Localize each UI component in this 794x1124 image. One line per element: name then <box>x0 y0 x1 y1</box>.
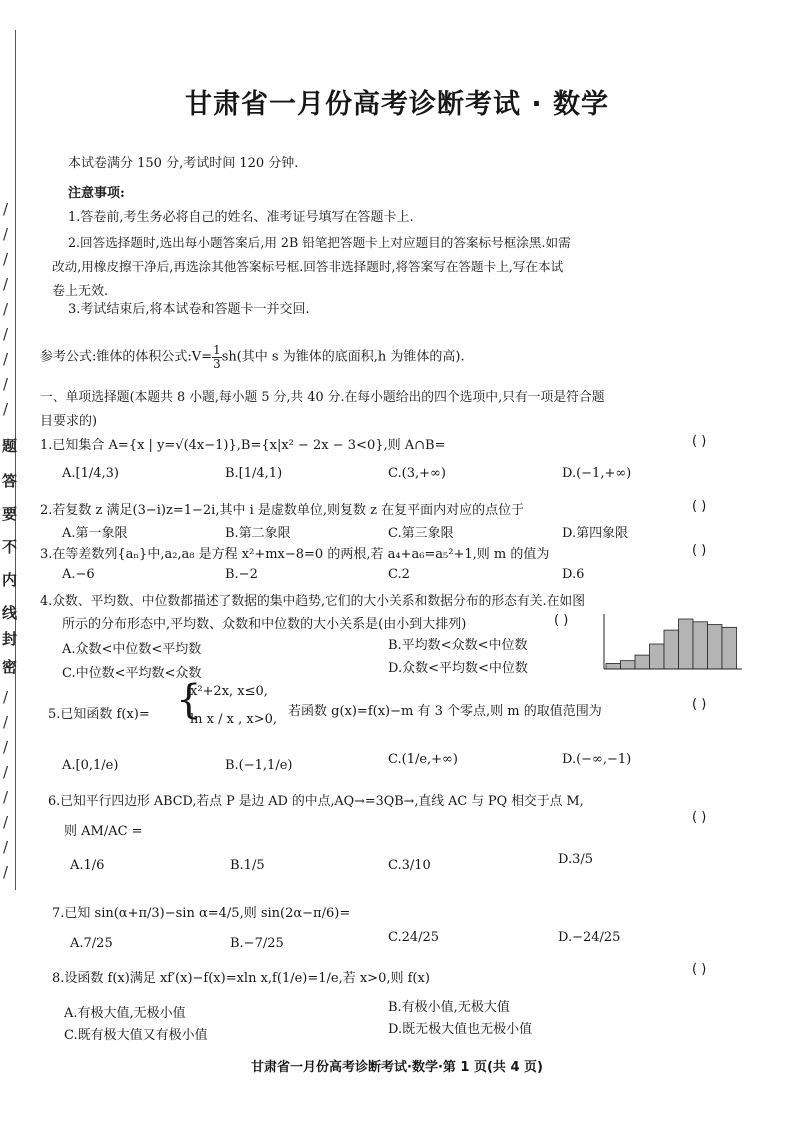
question-8-stem: 8.设函数 f(x)满足 xf′(x)−f(x)=xln x,f(1/e)=1/e,若 x>0,则 f(x) <box>52 971 430 986</box>
slash-mark: / <box>3 275 9 293</box>
q2-option-a: A.第一象限 <box>62 526 128 541</box>
formula-fraction <box>212 344 222 370</box>
question-4-stem: 4.众数、平均数、中位数都描述了数据的集中趋势,它们的大小关系和数据分布的形态有关.在如图 <box>40 594 586 609</box>
q5-option-d: D.(−∞,−1) <box>562 752 632 767</box>
q6-option-a: A.1/6 <box>70 858 105 873</box>
side-char: 内 <box>2 571 18 589</box>
histogram-bar <box>664 630 679 669</box>
slash-mark: / <box>3 400 9 418</box>
q2-option-c: C.第三象限 <box>388 526 454 541</box>
q7-option-d: D.−24/25 <box>558 930 621 945</box>
side-char: 线 <box>2 604 18 622</box>
slash-mark: / <box>3 300 9 318</box>
question-2-stem: 2.若复数 z 满足(3−i)z=1−2i,其中 i 是虚数单位,则复数 z 在复平面内对应的点位于 <box>40 503 525 518</box>
note-line: 卷上无效. <box>52 284 109 299</box>
q1-option-b: B.[1/4,1) <box>225 466 283 481</box>
answer-paren: ( ) <box>692 697 707 712</box>
slash-mark: / <box>3 838 9 856</box>
slash-mark: / <box>3 225 9 243</box>
slash-mark: / <box>3 350 9 368</box>
q5-case-2: ln x / x , x>0, <box>190 712 277 727</box>
q2-option-d: D.第四象限 <box>562 526 629 541</box>
slash-mark: / <box>3 688 9 706</box>
q2-option-b: B.第二象限 <box>225 526 291 541</box>
q8-option-a: A.有极大值,无极小值 <box>64 1006 186 1021</box>
question-6-stem-cont: 则 AM/AC = <box>64 824 143 839</box>
q1-option-c: C.(3,+∞) <box>388 466 446 481</box>
formula-den: 3 <box>213 356 221 371</box>
section-heading: 一、单项选择题(本题共 8 小题,每小题 5 分,共 40 分.在每小题给出的四个选项中,只有一项是符合题 <box>40 390 605 405</box>
q4-option-a: A.众数<中位数<平均数 <box>62 642 202 657</box>
answer-paren: ( ) <box>692 810 707 825</box>
slash-mark: / <box>3 738 9 756</box>
question-7-stem: 7.已知 sin(α+π/3)−sin α=4/5,则 sin(2α−π/6)= <box>52 906 351 921</box>
note-line: 2.回答选择题时,选出每小题答案后,用 2B 铅笔把答题卡上对应题目的答案标号框涂黑.如需 <box>68 235 571 250</box>
question-5-prefix: 5.已知函数 f(x)= <box>48 707 150 722</box>
histogram-bar <box>722 627 737 669</box>
q8-option-d: D.既无极大值也无极小值 <box>388 1022 533 1037</box>
q3-option-c: C.2 <box>388 567 410 582</box>
note-line: 1.答卷前,考生务必将自己的姓名、准考证号填写在答题卡上. <box>68 210 414 225</box>
side-char: 密 <box>2 658 18 676</box>
answer-paren: ( ) <box>692 434 707 449</box>
slash-mark: / <box>3 763 9 781</box>
side-char: 不 <box>2 538 18 556</box>
slash-mark: / <box>3 200 9 218</box>
intro-text: 本试卷满分 150 分,考试时间 120 分钟. <box>68 156 299 171</box>
slash-mark: / <box>3 250 9 268</box>
side-char: 答 <box>2 472 18 490</box>
side-char: 题 <box>2 437 18 455</box>
question-3-stem: 3.在等差数列{aₙ}中,a₂,a₈ 是方程 x²+mx−8=0 的两根,若 a₄+a₆=a₅²+1,则 m 的值为 <box>40 547 550 562</box>
q5-option-c: C.(1/e,+∞) <box>388 752 458 767</box>
q5-option-b: B.(−1,1/e) <box>225 758 293 773</box>
histogram-bar <box>650 644 665 669</box>
side-char: 要 <box>2 505 18 523</box>
slash-mark: / <box>3 325 9 343</box>
question-1-stem: 1.已知集合 A={x | y=√(4x−1)},B={x|x² − 2x − 3<0},则 A∩B= <box>40 438 446 453</box>
q3-option-a: A.−6 <box>62 567 95 582</box>
q8-option-c: C.既有极大值又有极小值 <box>64 1028 208 1043</box>
q1-option-d: D.(−1,+∞) <box>562 466 632 481</box>
slash-mark: / <box>3 375 9 393</box>
binding-margin <box>0 0 30 1124</box>
formula-suffix: sh(其中 s 为锥体的底面积,h 为锥体的高). <box>221 349 465 365</box>
q6-option-d: D.3/5 <box>558 852 594 867</box>
histogram-bar <box>635 655 650 669</box>
note-line: 3.考试结束后,将本试卷和答题卡一并交回. <box>68 302 310 317</box>
answer-paren: ( ) <box>692 962 707 977</box>
q5-case-1: x²+2x, x≤0, <box>190 684 268 699</box>
q4-option-d: D.众数<平均数<中位数 <box>388 661 528 676</box>
q5-option-a: A.[0,1/e) <box>62 758 119 773</box>
q7-option-a: A.7/25 <box>70 936 113 951</box>
side-char: 封 <box>2 630 18 648</box>
slash-mark: / <box>3 713 9 731</box>
page-footer: 甘肃省一月份高考诊断考试·数学·第 1 页(共 4 页) <box>251 1060 543 1075</box>
q4-option-c: C.中位数<平均数<众数 <box>62 666 202 681</box>
slash-mark: / <box>3 813 9 831</box>
reference-formula <box>40 344 465 370</box>
slash-mark: / <box>3 863 9 881</box>
q6-option-b: B.1/5 <box>230 858 265 873</box>
answer-paren: ( ) <box>554 613 569 628</box>
notes-heading: 注意事项: <box>68 186 125 201</box>
piecewise-brace: { <box>176 677 202 723</box>
formula-prefix: 参考公式:锥体的体积公式:V= <box>40 349 213 365</box>
formula-num: 1 <box>213 343 221 357</box>
q3-option-d: D.6 <box>562 567 585 582</box>
section-heading-cont: 目要求的) <box>40 414 98 429</box>
distribution-histogram <box>598 612 744 674</box>
q4-option-b: B.平均数<众数<中位数 <box>388 638 528 653</box>
q8-option-b: B.有极小值,无极大值 <box>388 1000 510 1015</box>
binding-line <box>15 30 16 890</box>
q7-option-b: B.−7/25 <box>230 936 284 951</box>
histogram-bar <box>679 619 694 669</box>
question-5-suffix: 若函数 g(x)=f(x)−m 有 3 个零点,则 m 的取值范围为 <box>288 704 602 719</box>
q1-option-a: A.[1/4,3) <box>62 466 119 481</box>
histogram-bar <box>708 625 723 669</box>
note-line: 改动,用橡皮擦干净后,再选涂其他答案标号框.回答非选择题时,将答案写在答题卡上,写在本试 <box>52 259 564 274</box>
histogram-bar <box>693 622 708 669</box>
q3-option-b: B.−2 <box>225 567 258 582</box>
histogram-bar <box>606 663 621 669</box>
answer-paren: ( ) <box>692 543 707 558</box>
question-6-stem: 6.已知平行四边形 ABCD,若点 P 是边 AD 的中点,AQ→=3QB→,直线 AC 与 PQ 相交于点 M, <box>48 794 584 809</box>
question-4-stem-cont: 所示的分布形态中,平均数、众数和中位数的大小关系是(由小到大排列) <box>62 617 467 632</box>
slash-mark: / <box>3 788 9 806</box>
histogram-bar <box>621 661 636 669</box>
q6-option-c: C.3/10 <box>388 858 431 873</box>
q7-option-c: C.24/25 <box>388 930 440 945</box>
answer-paren: ( ) <box>692 499 707 514</box>
page-title: 甘肃省一月份高考诊断考试 · 数学 <box>184 89 610 120</box>
